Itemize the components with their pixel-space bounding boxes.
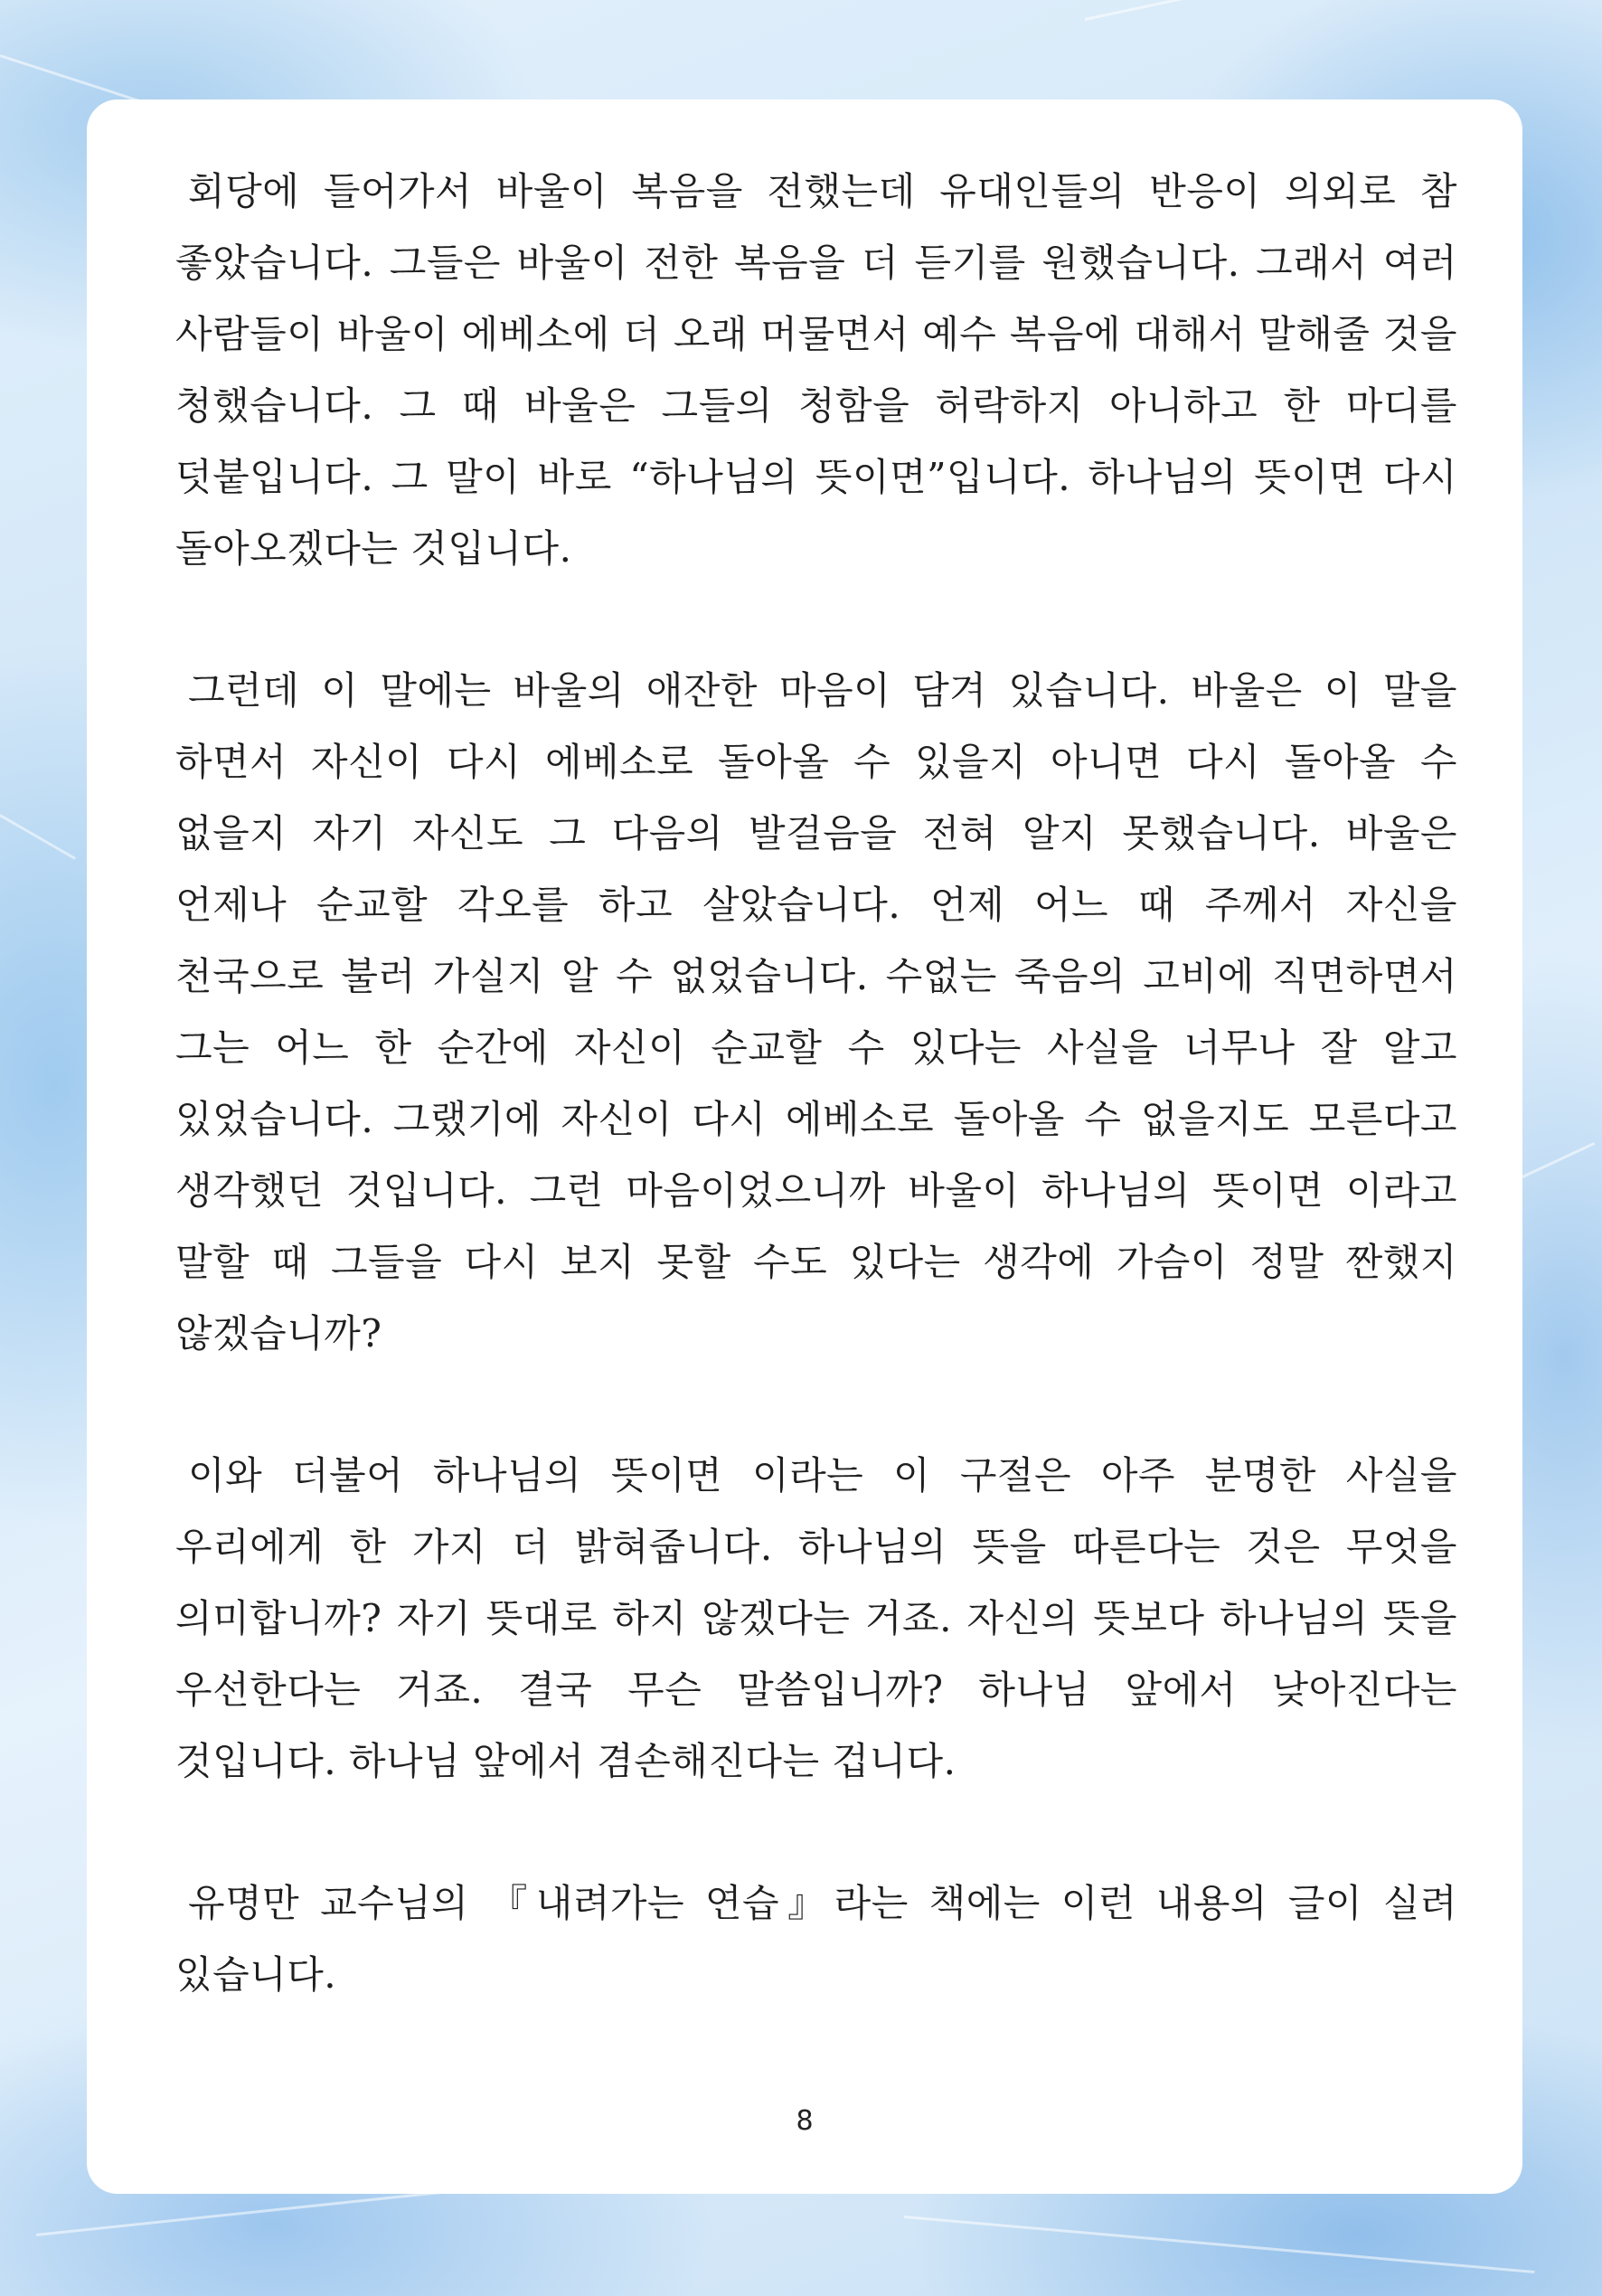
leaf-vein bbox=[1522, 1142, 1595, 1178]
leaf-vein bbox=[0, 814, 76, 860]
leaf-vein bbox=[1085, 0, 1580, 21]
page-card bbox=[87, 99, 1522, 2194]
paragraph-2: 그런데 이 말에는 바울의 애잔한 마음이 담겨 있습니다. 바울은 이 말을 하면서 자신이 다시 에베소로 돌아올 수 있을지 아니면 다시 돌아올 수 없을지 자기 자신도 그 다음의 발걸음을 전혀 알지 못했습니다. 바울은 언제나 순교할 각오를 하고 살았습니다. 언제 어느 때 주께서 자신을 천국으로 불러 가실지 알 수 없었습니다. 수없는 죽음의 고비에 직면하면서 그는 어느 한 순간에 자신이 순교할 수 있다는 사실을 너무나 잘 알고 있었습니다. 그랬기에 자신이 다시 에베소로 돌아올 수 없을지도 모른다고 생각했던 것입니다. 그런 마음이었으니까 바울이 하나님의 뜻이면 이라고 말할 때 그들을 다시 보지 못할 수도 있다는 생각에 가슴이 정말 짠했지 않겠습니까? bbox=[175, 668, 1457, 1356]
paragraph-1: 회당에 들어가서 바울이 복음을 전했는데 유대인들의 반응이 의외로 참 좋았습니다. 그들은 바울이 전한 복음을 더 듣기를 원했습니다. 그래서 여러 사람들이 바울이 에베소에 더 오래 머물면서 예수 복음에 대해서 말해줄 것을 청했습니다. 그 때 바울은 그들의 청함을 허락하지 아니하고 한 마디를 덧붙입니다. 그 말이 바로 “하나님의 뜻이면”입니다. 하나님의 뜻이면 다시 돌아오겠다는 것입니다. bbox=[175, 169, 1457, 571]
paragraph-4: 유명만 교수님의 『내려가는 연습』라는 책에는 이런 내용의 글이 실려 있습니다. bbox=[175, 1881, 1458, 1997]
paragraph-3: 이와 더불어 하나님의 뜻이면 이라는 이 구절은 아주 분명한 사실을 우리에게 한 가지 더 밝혀줍니다. 하나님의 뜻을 따른다는 것은 무엇을 의미합니까? 자기 뜻대로 하지 않겠다는 거죠. 자신의 뜻보다 하나님의 뜻을 우선한다는 거죠. 결국 무슨 말씀입니까? 하나님 앞에서 낮아진다는 것입니다. 하나님 앞에서 겸손해진다는 겁니다. bbox=[175, 1453, 1457, 1783]
body-text bbox=[175, 156, 1457, 2081]
page-number: 8 bbox=[796, 2105, 814, 2137]
leaf-vein bbox=[904, 2216, 1535, 2273]
